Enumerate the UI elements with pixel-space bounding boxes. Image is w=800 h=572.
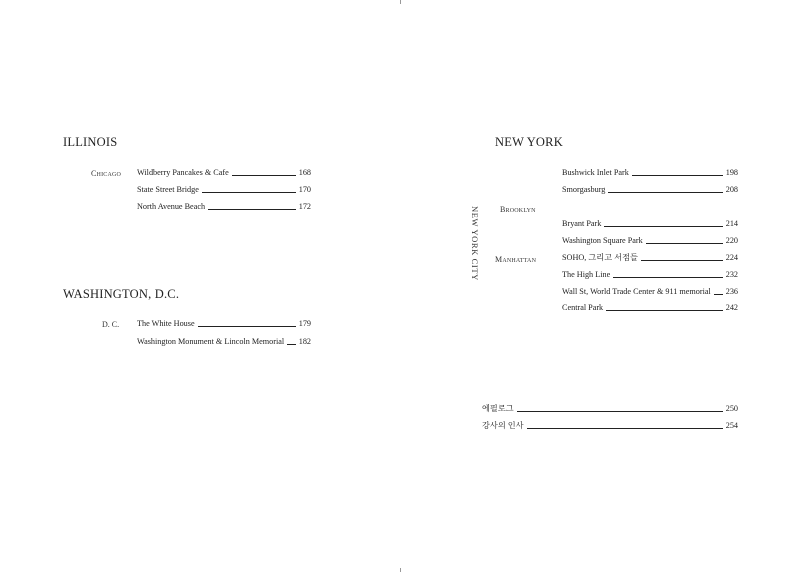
toc-entry-acknowledgements[interactable] [482, 421, 738, 431]
toc-entry[interactable] [562, 253, 738, 263]
toc-entry[interactable] [137, 202, 311, 212]
toc-entry-title: The High Line [562, 270, 611, 279]
toc-entry-title: State Street Bridge [137, 185, 199, 194]
toc-entry-title: Bushwick Inlet Park [562, 168, 629, 177]
leader-line [517, 411, 723, 412]
toc-entry-page: 179 [298, 319, 311, 328]
toc-entry-page: 254 [725, 421, 738, 430]
toc-entry-title: SOHO, 그리고 서점들 [562, 253, 638, 262]
city-label-chicago: Chicago [91, 169, 122, 178]
leader-line [608, 192, 722, 193]
toc-entry-title: Wildberry Pancakes & Cafe [137, 168, 229, 177]
toc-entry[interactable] [137, 168, 311, 178]
section-title-illinois: ILLINOIS [63, 135, 118, 149]
toc-entry-page: 220 [725, 236, 738, 245]
leader-line [641, 260, 723, 261]
toc-entry-page: 208 [725, 185, 738, 194]
toc-entry-page: 242 [725, 303, 738, 312]
toc-entry-page: 224 [725, 253, 738, 262]
page-fold-mark-bottom [400, 568, 401, 572]
toc-entry[interactable] [562, 219, 738, 229]
leader-line [287, 344, 296, 345]
toc-entry-title: Washington Monument & Lincoln Memorial [137, 337, 285, 346]
toc-entry-page: 236 [725, 287, 738, 296]
toc-entry-title: Washington Square Park [562, 236, 643, 245]
leader-line [527, 428, 723, 429]
vertical-label-new-york-city: NEW YORK CITY [470, 206, 480, 281]
page-fold-mark-top [400, 0, 401, 4]
toc-entry[interactable] [137, 337, 311, 347]
city-label-dc: D. C. [102, 320, 120, 329]
leader-line [714, 294, 723, 295]
leader-line [632, 175, 723, 176]
toc-entry-epilogue[interactable] [482, 404, 738, 414]
toc-entry-title: 강사의 인사 [482, 421, 524, 430]
leader-line [606, 310, 723, 311]
area-label-brooklyn: Brooklyn [500, 205, 536, 214]
toc-entry[interactable] [562, 236, 738, 246]
toc-entry-title: Wall St, World Trade Center & 911 memorial [562, 287, 711, 296]
toc-entry[interactable] [562, 185, 738, 195]
toc-entry-title: Central Park [562, 303, 604, 312]
leader-line [198, 326, 296, 327]
toc-entry-page: 168 [298, 168, 311, 177]
toc-entry[interactable] [562, 287, 738, 297]
section-title-washington-dc: WASHINGTON, D.C. [63, 287, 180, 301]
toc-entry-title: Smorgasburg [562, 185, 606, 194]
leader-line [604, 226, 722, 227]
toc-entry-page: 198 [725, 168, 738, 177]
toc-entry-page: 214 [725, 219, 738, 228]
toc-entry[interactable] [137, 319, 311, 329]
toc-entry[interactable] [562, 168, 738, 178]
leader-line [613, 277, 723, 278]
leader-line [202, 192, 296, 193]
leader-line [646, 243, 723, 244]
toc-entry-page: 232 [725, 270, 738, 279]
toc-entry[interactable] [562, 303, 738, 313]
section-title-new-york: NEW YORK [495, 135, 563, 149]
leader-line [208, 209, 296, 210]
area-label-manhattan: Manhattan [495, 255, 537, 264]
toc-entry-page: 182 [298, 337, 311, 346]
toc-entry-title: 에필로그 [482, 404, 514, 413]
toc-entry-page: 170 [298, 185, 311, 194]
toc-entry-title: Bryant Park [562, 219, 602, 228]
toc-entry-page: 250 [725, 404, 738, 413]
toc-entry-page: 172 [298, 202, 311, 211]
toc-entry[interactable] [137, 185, 311, 195]
toc-entry-title: North Avenue Beach [137, 202, 206, 211]
leader-line [232, 175, 296, 176]
toc-entry-title: The White House [137, 319, 195, 328]
toc-entry[interactable] [562, 270, 738, 280]
